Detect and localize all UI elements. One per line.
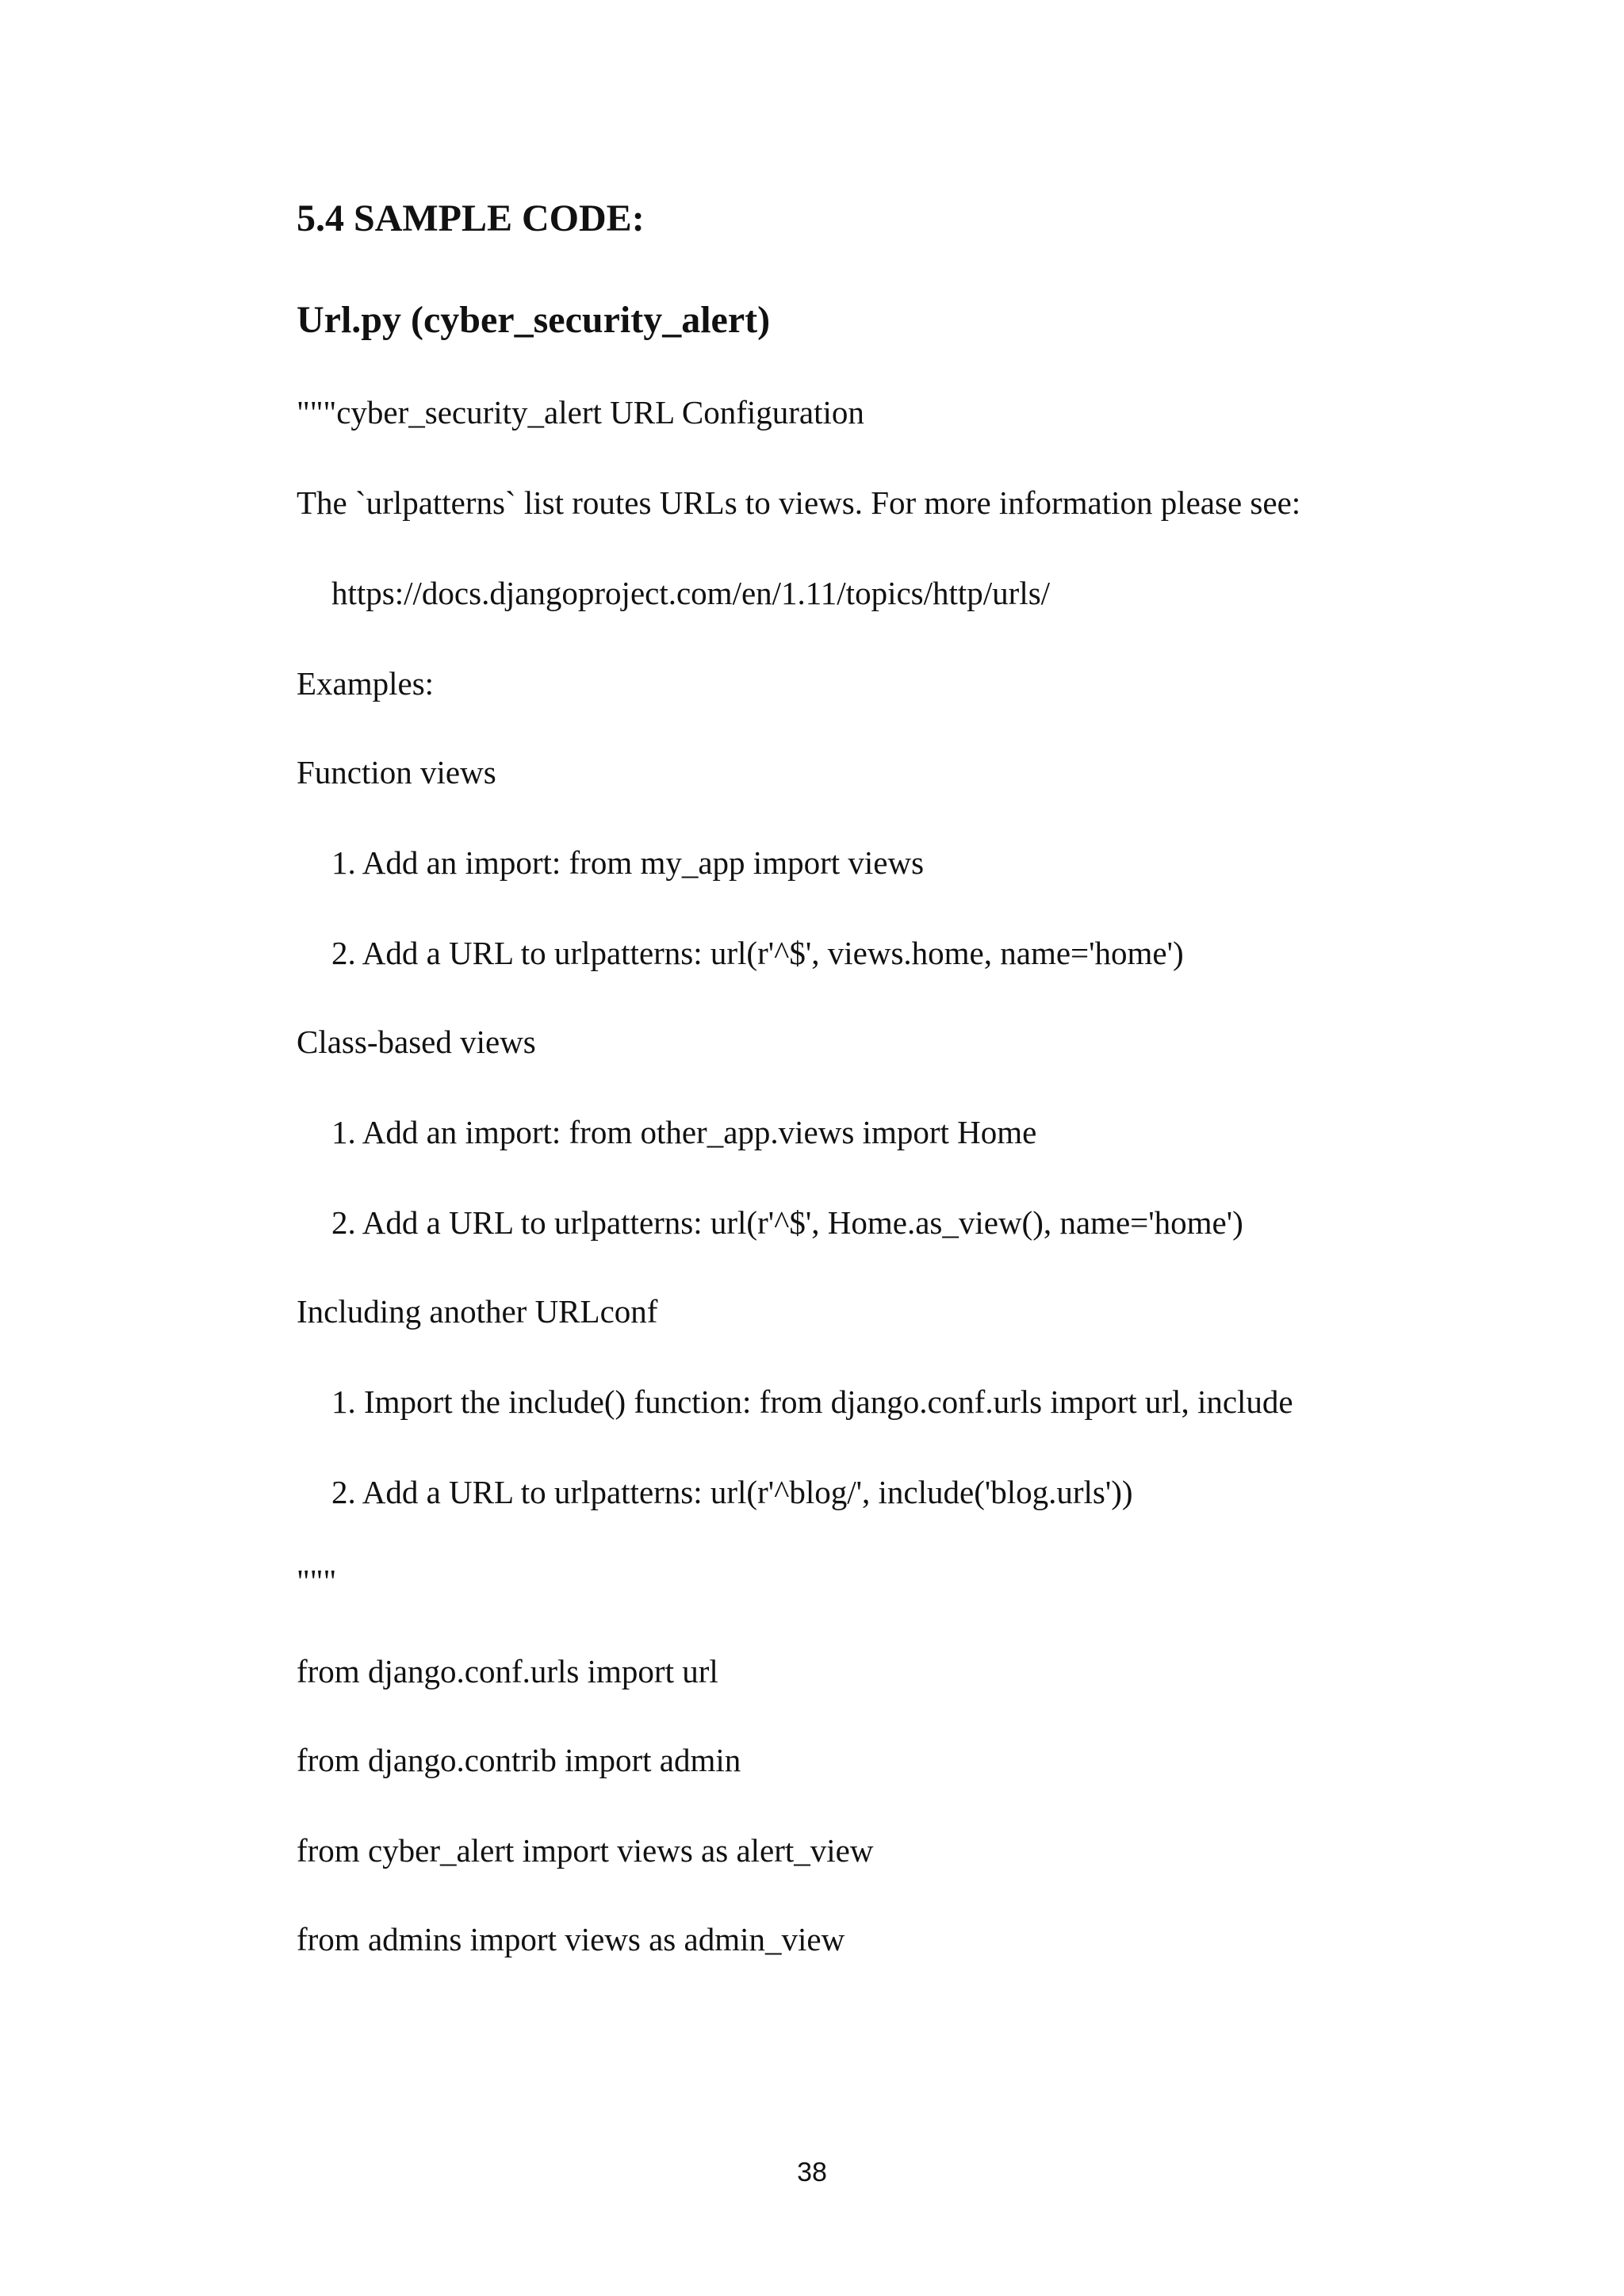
- code-line: The `urlpatterns` list routes URLs to views. For more information please see:: [297, 484, 1301, 521]
- section-title: 5.4 SAMPLE CODE:: [297, 197, 645, 239]
- code-line: https://docs.djangoproject.com/en/1.11/topics/http/urls/: [331, 575, 1051, 611]
- code-line: from admins import views as admin_view: [297, 1921, 845, 1957]
- code-line: Class-based views: [297, 1024, 536, 1060]
- page-number: 38: [797, 2157, 827, 2187]
- code-line: 1. Add an import: from my_app import views: [331, 844, 925, 881]
- file-title: Url.py (cyber_security_alert): [297, 299, 771, 341]
- code-line: from django.contrib import admin: [297, 1742, 741, 1778]
- code-line: """: [297, 1563, 337, 1599]
- code-line: from cyber_alert import views as alert_view: [297, 1832, 874, 1869]
- code-line: 2. Add a URL to urlpatterns: url(r'^blog/', include('blog.urls')): [331, 1474, 1133, 1510]
- code-line: """cyber_security_alert URL Configuration: [297, 394, 864, 430]
- code-line: 1. Import the include() function: from django.conf.urls import url, include: [331, 1383, 1293, 1420]
- code-line: 1. Add an import: from other_app.views import Home: [331, 1114, 1037, 1150]
- code-line: Including another URLconf: [297, 1293, 658, 1330]
- code-line: from django.conf.urls import url: [297, 1653, 718, 1689]
- code-line: 2. Add a URL to urlpatterns: url(r'^$', views.home, name='home'): [331, 935, 1184, 971]
- code-line: Function views: [297, 754, 496, 790]
- code-line: Examples:: [297, 665, 435, 702]
- code-line: 2. Add a URL to urlpatterns: url(r'^$', Home.as_view(), name='home'): [331, 1204, 1243, 1241]
